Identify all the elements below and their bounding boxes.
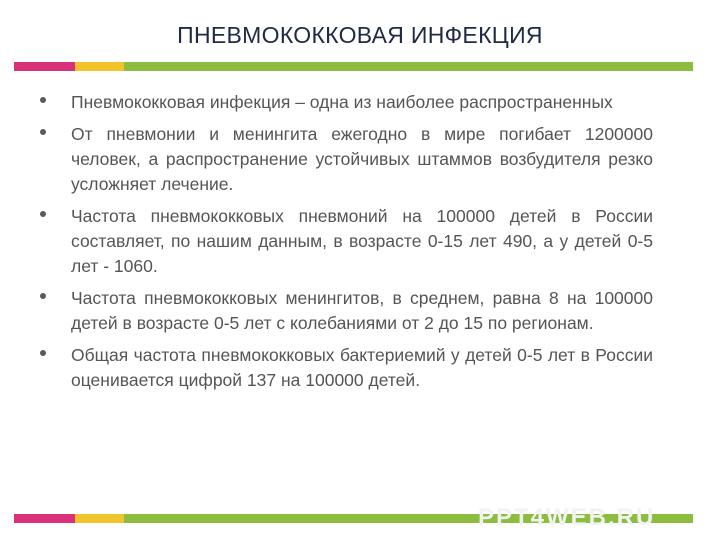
bullet-text: От пневмонии и менингита ежегодно в мире погибает 1200000 человек, а распространение устойчивых штаммов возбудителя резко усложняет лечение.	[71, 124, 653, 194]
bullet-dot-icon	[40, 211, 46, 217]
yellow-segment	[75, 514, 124, 523]
bullet-dot-icon	[40, 97, 46, 103]
bullet-item	[40, 343, 653, 393]
bullet-item	[40, 122, 653, 197]
watermark: PPT4WEB.RU	[478, 504, 656, 531]
bullet-list	[40, 90, 653, 393]
bullet-text: Частота пневмококковых менингитов, в среднем, равна 8 на 100000 детей в возрасте 0-5 лет с колебаниями от 2 до 15 по регионам.	[71, 288, 653, 333]
bullet-text: Пневмококковая инфекция – одна из наиболее распространенных	[71, 92, 613, 112]
top-color-bar	[14, 62, 693, 71]
slide-title: ПНЕВМОКОККОВАЯ ИНФЕКЦИЯ	[177, 22, 543, 48]
pink-segment	[14, 514, 75, 523]
bullet-dot-icon	[40, 350, 46, 356]
bullet-item	[40, 90, 653, 115]
bullet-item	[40, 204, 653, 279]
bullet-text: Частота пневмококковых пневмоний на 100000 детей в России составляет, по нашим данным, в возрасте 0-15 лет 490, а у детей 0-5 лет - 1060.	[71, 206, 653, 276]
yellow-segment	[75, 62, 124, 71]
bullet-text: Общая частота пневмококковых бактериемий у детей 0-5 лет в России оценивается цифрой 137 на 100000 детей.	[71, 345, 653, 390]
bullet-dot-icon	[40, 293, 46, 299]
green-segment	[124, 62, 693, 71]
bullet-item	[40, 286, 653, 336]
bullet-dot-icon	[40, 129, 46, 135]
pink-segment	[14, 62, 75, 71]
slide-content	[40, 90, 653, 400]
